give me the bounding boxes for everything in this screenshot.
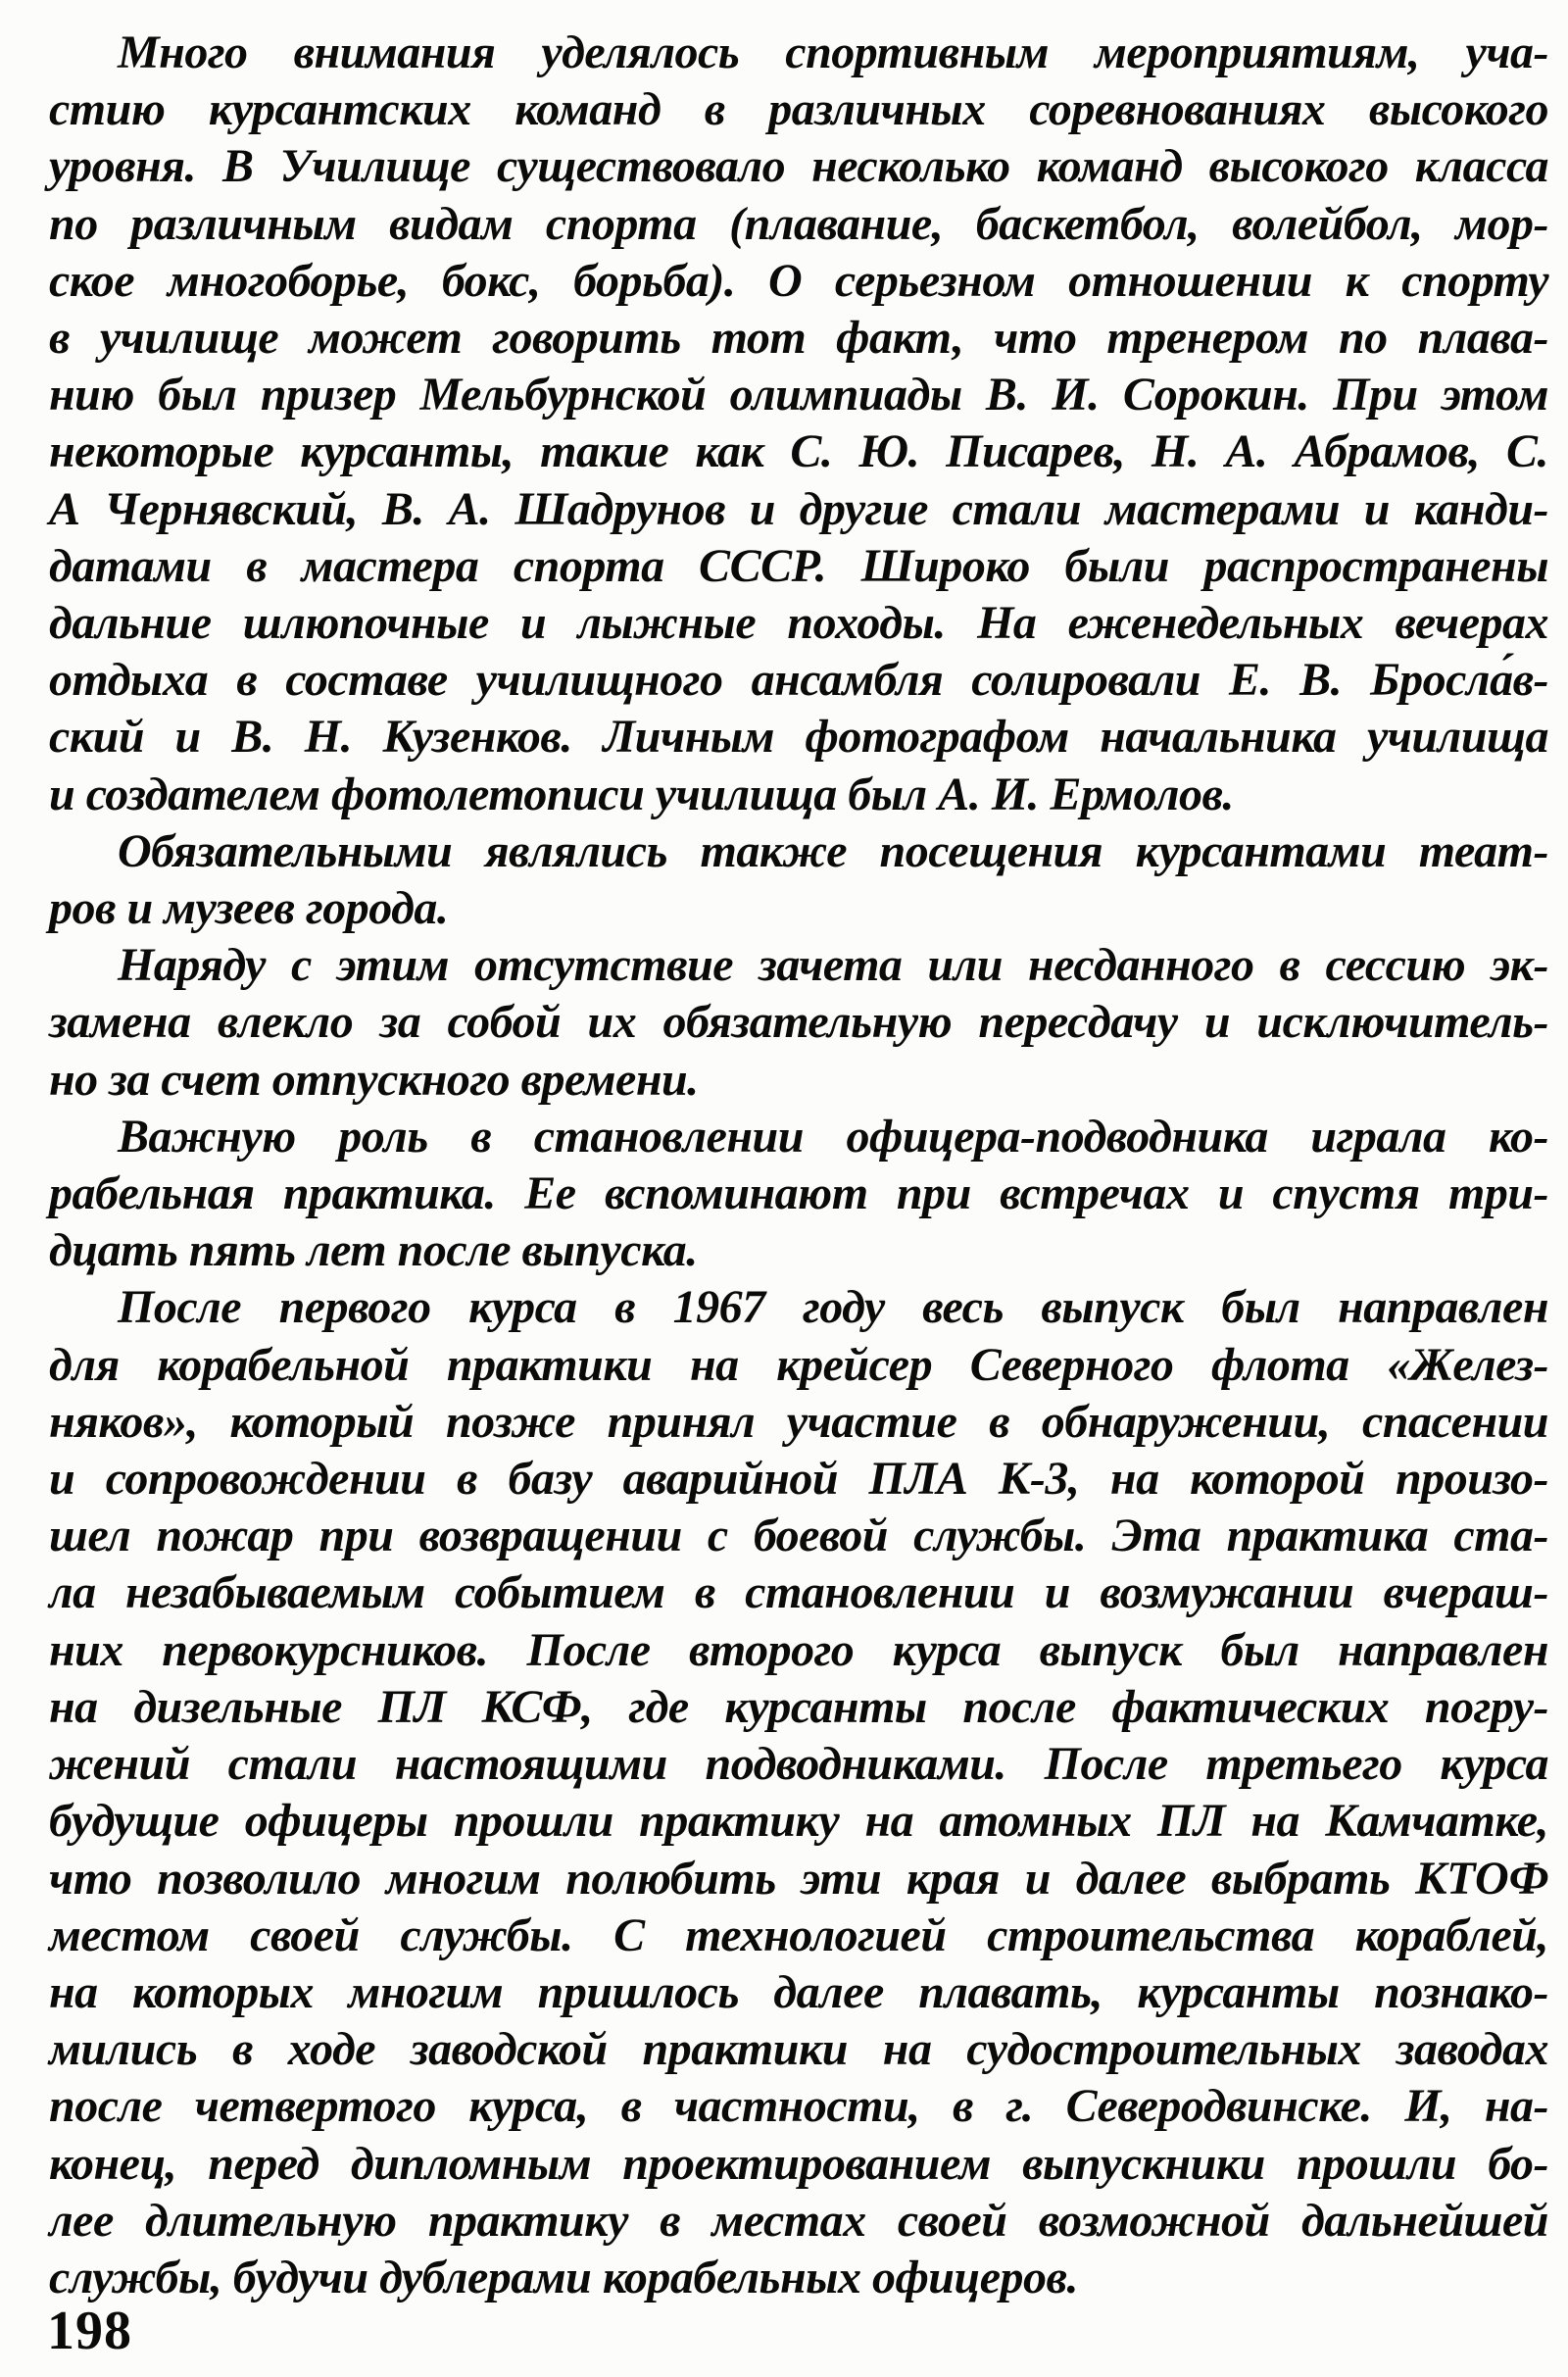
text-line: Важную роль в становлении офицера-подводника играла ко-: [118, 1110, 1548, 1163]
text-line: дальние шлюпочные и лыжные походы. На еженедельных вечерах: [49, 597, 1548, 650]
text-line: Наряду с этим отсутствие зачета или несданного в сессию эк-: [118, 939, 1548, 992]
text-line: в училище может говорить тот факт, что тренером по плава-: [49, 312, 1548, 365]
text-line: на дизельные ПЛ КСФ, где курсанты после фактических погру-: [49, 1680, 1548, 1733]
text-line: няков», который позже принял участие в обнаружении, спасении: [49, 1395, 1548, 1448]
text-line: стию курсантских команд в различных соревнованиях высокого: [49, 83, 1548, 136]
text-line: и сопровождении в базу аварийной ПЛА К-3, на которой произо-: [49, 1453, 1548, 1506]
text-line: что позволило многим полюбить эти края и далее выбрать КТОФ: [49, 1852, 1548, 1905]
text-line: конец, перед дипломным проектированием выпускники прошли бо-: [49, 2137, 1548, 2190]
text-line: но за счет отпускного времени.: [49, 1053, 699, 1106]
text-line: жений стали настоящими подводниками. После третьего курса: [49, 1738, 1548, 1791]
text-line: шел пожар при возвращении с боевой службы. Эта практика ста-: [49, 1510, 1548, 1562]
text-line: ское многоборье, бокс, борьба). О серьезном отношении к спорту: [49, 254, 1548, 307]
text-line: А Чернявский, В. А. Шадрунов и другие стали мастерами и канди-: [49, 482, 1548, 535]
text-line: уровня. В Училище существовало несколько команд высокого класса: [49, 140, 1548, 193]
page-number: 198: [47, 2301, 132, 2361]
text-line: дцать пять лет после выпуска.: [49, 1224, 698, 1277]
text-line: службы, будучи дублерами корабельных офицеров.: [49, 2251, 1078, 2303]
text-block: [49, 25, 1548, 2306]
text-line: по различным видам спорта (плавание, баскетбол, волейбол, мор-: [49, 197, 1548, 250]
paragraph: [49, 1279, 1548, 2306]
text-line: для корабельной практики на крейсер Северного флота «Желез-: [49, 1338, 1548, 1391]
paragraph: [49, 823, 1548, 937]
paragraph: [49, 937, 1548, 1109]
text-line: отдыха в составе училищного ансамбля солировали Е. В. Бросла́в-: [49, 654, 1548, 707]
text-line: и создателем фотолетописи училища был А. И. Ермолов.: [49, 768, 1234, 820]
text-line: мились в ходе заводской практики на судостроительных заводах: [49, 2023, 1548, 2076]
text-line: нию был призер Мельбурнской олимпиады В. И. Сорокин. При этом: [49, 369, 1548, 421]
paragraph: [49, 25, 1548, 823]
paragraph: [49, 1109, 1548, 1280]
text-line: Много внимания уделялось спортивным мероприятиям, уча-: [118, 26, 1548, 78]
text-line: Обязательными являлись также посещения курсантами теат-: [118, 824, 1548, 877]
text-line: ский и В. Н. Кузенков. Личным фотографом начальника училища: [49, 711, 1548, 764]
text-line: на которых многим пришлось далее плавать, курсанты познако-: [49, 1965, 1548, 2018]
text-line: некоторые курсанты, такие как С. Ю. Писарев, Н. А. Абрамов, С.: [49, 425, 1548, 478]
text-line: замена влекло за собой их обязательную пересдачу и исключитель-: [49, 996, 1548, 1049]
text-line: них первокурсников. После второго курса выпуск был направлен: [49, 1623, 1548, 1676]
text-line: местом своей службы. С технологией строительства кораблей,: [49, 1908, 1548, 1961]
text-line: ла незабываемым событием в становлении и возмужании вчераш-: [49, 1566, 1548, 1619]
text-line: после четвертого курса, в частности, в г. Северодвинске. И, на-: [49, 2080, 1548, 2133]
text-line: датами в мастера спорта СССР. Широко были распространены: [49, 539, 1548, 592]
text-line: ров и музеев города.: [49, 882, 449, 935]
text-line: будущие офицеры прошли практику на атомных ПЛ на Камчатке,: [49, 1795, 1548, 1848]
text-line: После первого курса в 1967 году весь выпуск был направлен: [118, 1281, 1548, 1334]
text-line: лее длительную практику в местах своей возможной дальнейшей: [49, 2194, 1548, 2247]
text-line: рабельная практика. Ее вспоминают при встречах и спустя три-: [49, 1167, 1548, 1220]
